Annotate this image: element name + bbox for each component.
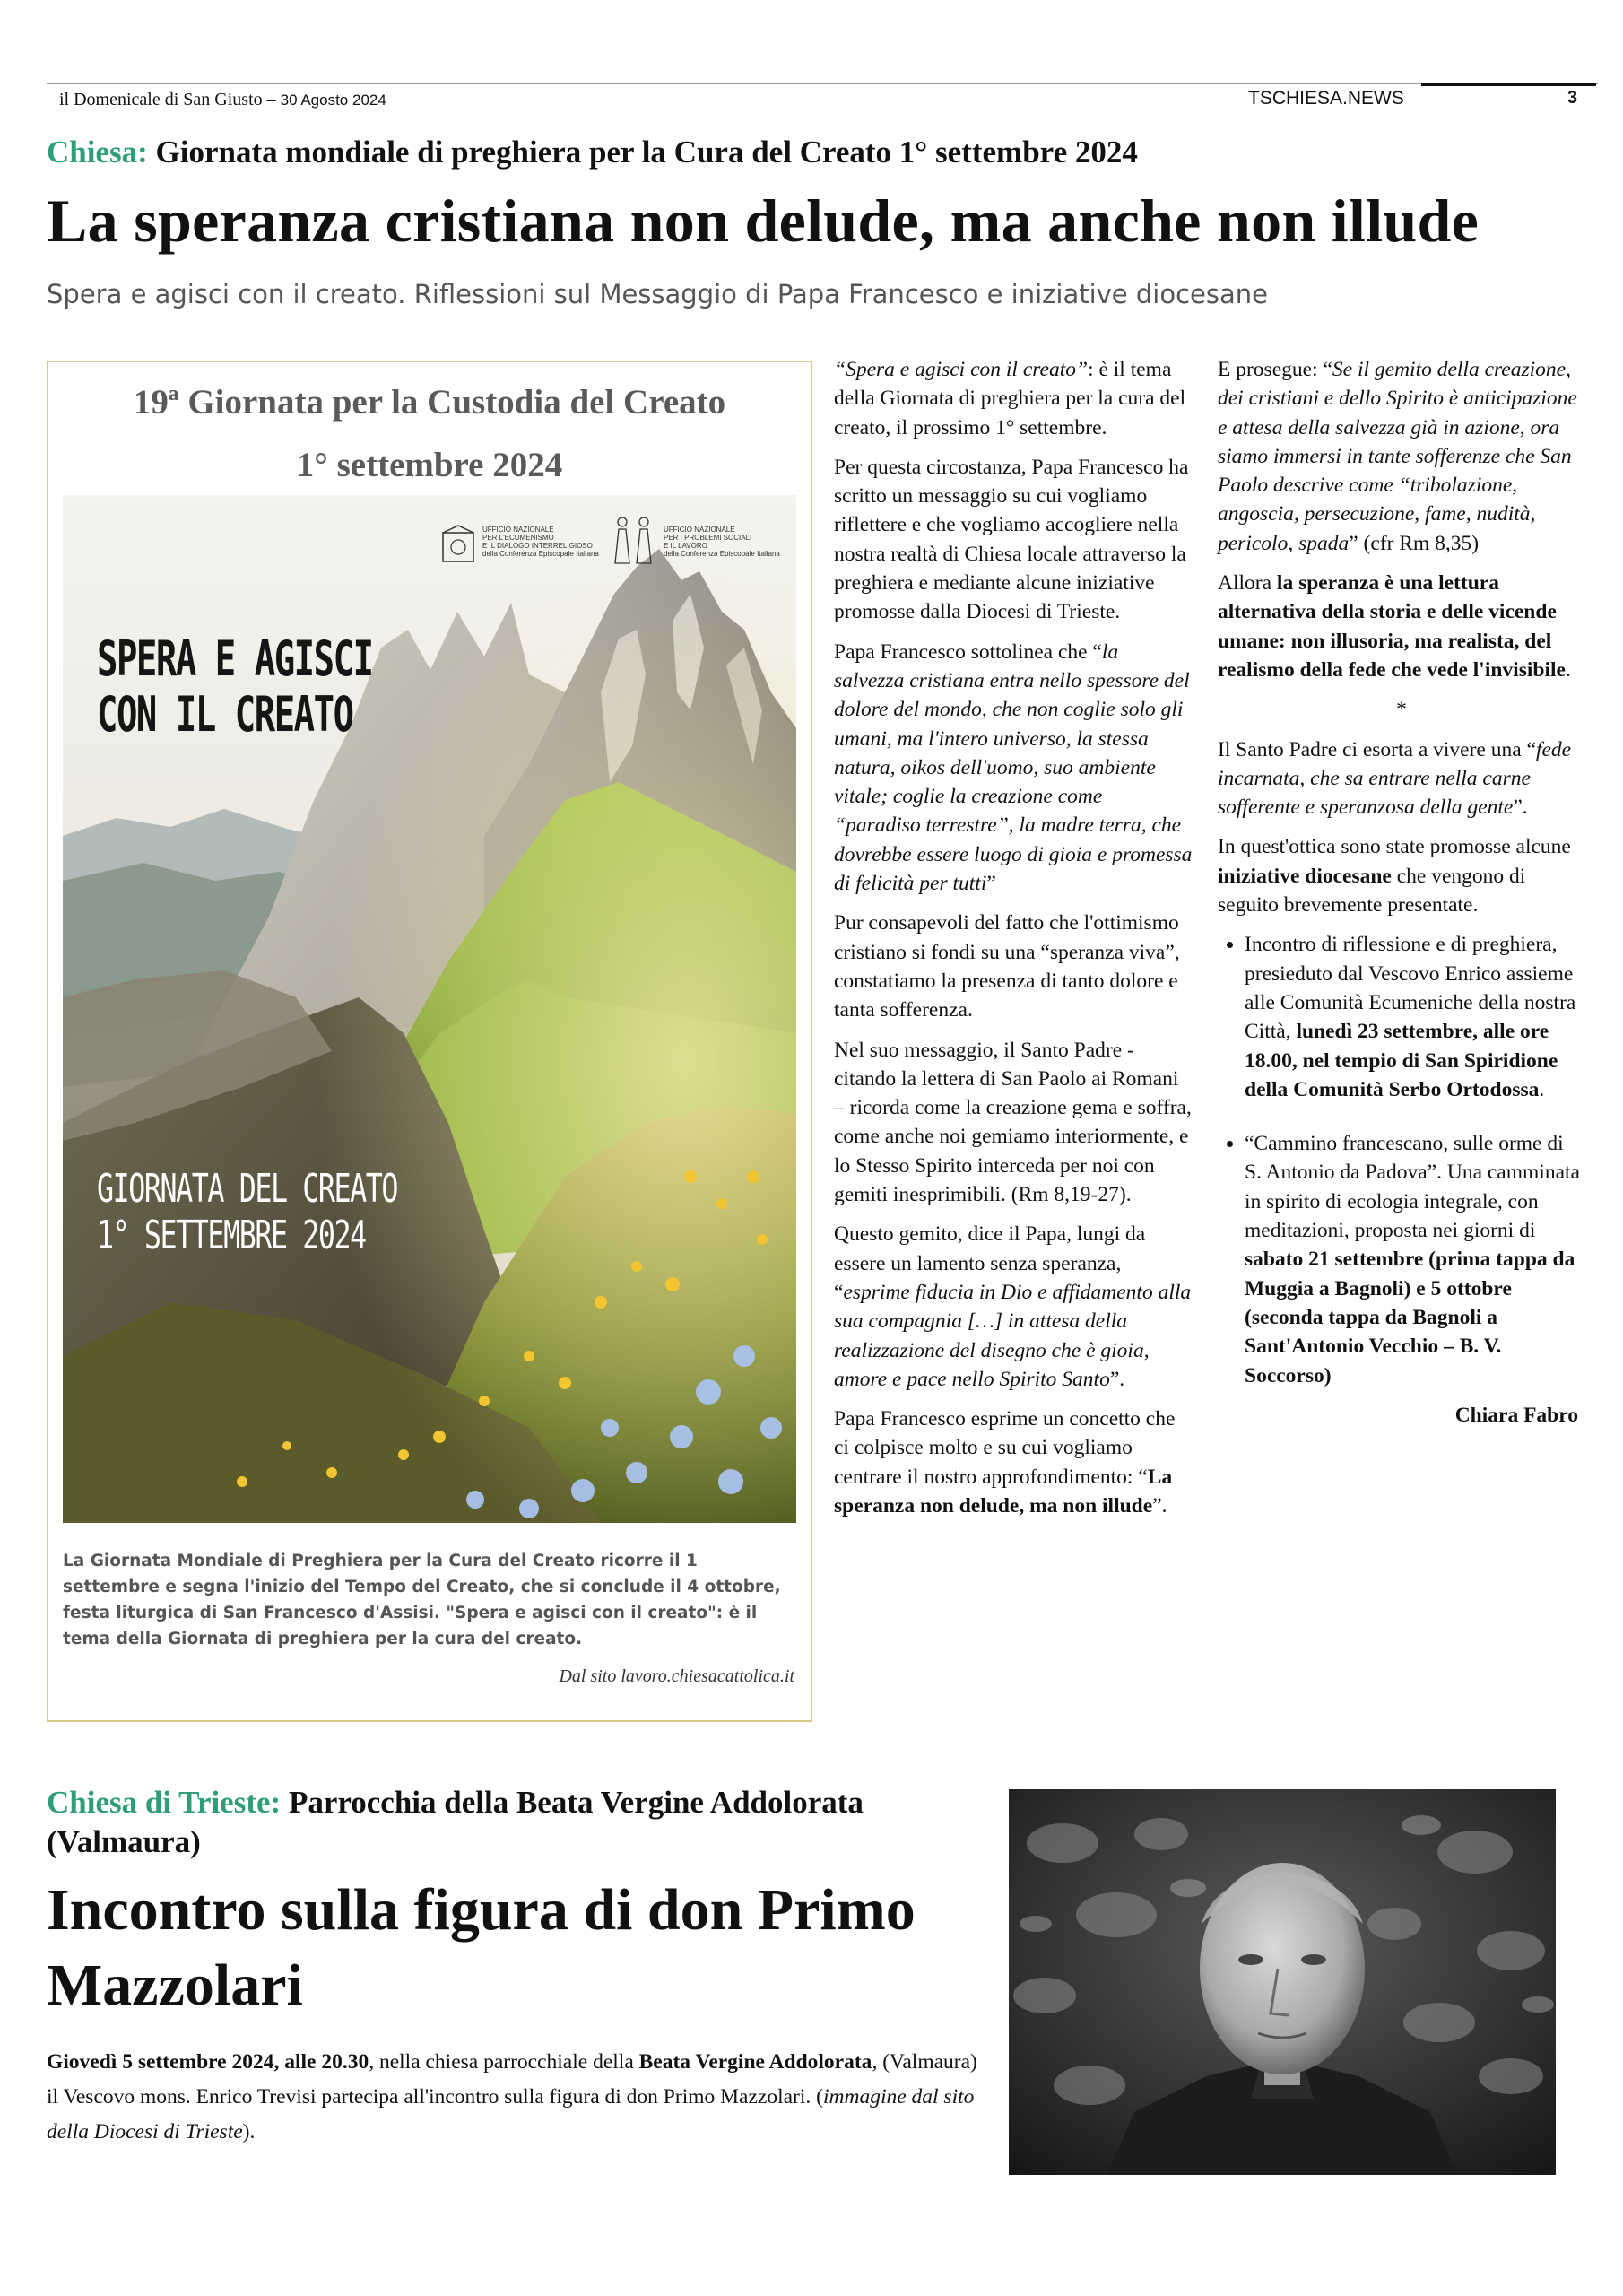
quote: “Spera e agisci con il creato” [834, 358, 1089, 381]
kicker-label: Chiesa: [47, 135, 148, 170]
article1-column-3 [1218, 355, 1585, 1430]
header-rule-accent [1421, 83, 1596, 86]
logo2-line: UFFICIO NAZIONALE [664, 526, 735, 534]
paragraph [834, 355, 1193, 442]
text: Papa Francesco sottolinea che “ [834, 639, 1102, 664]
text: . [1565, 657, 1571, 682]
initiatives-list [1218, 930, 1585, 1389]
text: ”. [1513, 796, 1528, 820]
paragraph [834, 1405, 1193, 1520]
emphasis: la speranza è una lettura alternativa della storia e delle vicende umane: non illusoria, ma realista, del realismo della fede che vede l'invisibile [1218, 571, 1566, 682]
quote: fede incarnata, che sa entrare nella carne sofferente e speranzosa della gente [1218, 737, 1572, 820]
emphasis: sabato 21 settembre (prima tappa da Muggia a Bagnoli) e 5 ottobre (seconda tappa da Bagnoli a Sant'Antonio Vecchio – B. V. Soccorso) [1245, 1248, 1575, 1387]
text: : è il tema della Giornata di preghiera per la cura del creato, il prossimo 1° settembre. [834, 358, 1186, 439]
header-rule [47, 83, 1598, 84]
header-site[interactable]: TSCHIESA.NEWS [1248, 88, 1404, 109]
logo1-line: UFFICIO NAZIONALE [482, 526, 554, 534]
text: Allora [1218, 571, 1277, 596]
text: . [1539, 1077, 1545, 1101]
poster-caption: La Giornata Mondiale di Preghiera per la Cura del Creato ricorre il 1 settembre e segna l'inizio del Tempo del Creato, che si conclude il 4 ottobre, festa liturgica di San Francesco d'Assisi. "Spera e agisci con il creato": è il tema della Giornata di preghiera per la cura del creato. [63, 1552, 781, 1648]
emphasis: lunedì 23 settembre, alle ore 18.00, nel tempio di San Spiridione della Comunità Serbo Ortodossa [1245, 1020, 1558, 1101]
day-line1: GIORNATA DEL CREATO [97, 1166, 398, 1212]
text: ). [242, 2120, 256, 2144]
paragraph: Per questa circostanza, Papa Francesco ha scritto un messaggio su cui vogliamo riflettere e che vogliamo accogliere nella nostra realtà di Chiesa locale attraverso la preghiera e mediante alcune iniziative promosse dalla Diocesi di Trieste. [834, 455, 1189, 624]
article1-kicker [47, 133, 1571, 172]
day-line2: 1° SETTEMBRE 2024 [97, 1213, 366, 1258]
poster-frame [47, 361, 812, 1722]
text: E prosegue: “ [1218, 358, 1332, 381]
article1-subtitle: Spera e agisci con il creato. Riflessioni sul Messaggio di Papa Francesco e iniziative diocesane [47, 279, 1268, 309]
quote: esprime fiducia in Dio e affidamento alla sua compagnia […] in attesa della realizzazione del disegno che è gioia, amore e pace nello Spirito Santo [834, 1280, 1192, 1391]
logo2-line: PER I PROBLEMI SOCIALI [664, 534, 752, 542]
emphasis: iniziative diocesane [1218, 864, 1392, 888]
paragraph [1218, 832, 1585, 919]
text: Questo gemito, dice il Papa, lungi da essere un lamento senza speranza, “ [834, 1222, 1146, 1304]
paragraph [1218, 355, 1585, 558]
text: In quest'ottica sono state promosse alcune [1218, 835, 1571, 859]
poster-slogan [97, 631, 420, 743]
article2-kicker [47, 1783, 979, 1862]
emphasis: Beata Vergine Addolorata [638, 2050, 872, 2074]
logo1-line: E IL DIALOGO INTERRELIGIOSO [482, 542, 593, 550]
logo2-line: E IL LAVORO [664, 542, 707, 550]
emphasis: La speranza non delude, ma non illude [834, 1465, 1173, 1518]
poster-day-label [97, 1166, 458, 1259]
header-publication [59, 90, 386, 110]
text: Incontro di riflessione e di preghiera, presieduto dal Vescovo Enrico assieme alle Comunità Ecumeniche della nostra Città, [1245, 933, 1576, 1044]
logo-ecumenism [439, 520, 601, 574]
slogan-line1: SPERA E AGISCI [97, 631, 373, 687]
poster-source: Dal sito lavoro.chiesacattolica.it [559, 1666, 794, 1686]
article1-column-2 [834, 355, 1193, 1531]
list-item [1245, 930, 1585, 1104]
header-separator: – [262, 90, 281, 109]
text: Il Santo Padre ci esorta a vivere una “ [1218, 737, 1536, 761]
logo2-line: della Conferenza Episcopale Italiana [664, 550, 780, 558]
logo1-line: PER L'ECUMENISMO [482, 534, 554, 542]
quote: la salvezza cristiana entra nello spessore del dolore del mondo, che non coglie solo gli umani, ma l'intero universo, la stessa natura, oikos dell'uomo, suo ambiente vitale; coglie la creazione come “paradiso terrestre”, la madre terra, che dovrebbe essere luogo di gioia e promessa di felicità per tutti [834, 639, 1193, 896]
text: Papa Francesco esprime un concetto che ci colpisce molto e su cui vogliamo centrare il nostro approfondimento: “ [834, 1407, 1176, 1489]
paragraph [1218, 569, 1585, 684]
page-number: 3 [1567, 88, 1578, 108]
paragraph [1218, 735, 1585, 822]
poster-heading-line2: 1° settembre 2024 [296, 446, 563, 484]
publication-name: il Domenicale di San Giusto [59, 90, 263, 109]
article2-title: Incontro sulla figura di don Primo Mazzolari [47, 1877, 916, 2018]
text: ”. [1152, 1493, 1167, 1518]
logo1-line: della Conferenza Episcopale Italiana [482, 550, 599, 558]
emphasis: Giovedì 5 settembre 2024, alle 20.30 [47, 2050, 369, 2074]
author-signature: Chiara Fabro [1454, 1403, 1578, 1427]
portrait-illustration [1009, 1789, 1556, 2175]
poster-image [63, 495, 796, 1523]
article1-title: La speranza cristiana non delude, ma anche non illude [47, 187, 1480, 255]
logo-social-problems [610, 515, 780, 572]
kicker-text: Giornata mondiale di preghiera per la Cura del Creato 1° settembre 2024 [147, 135, 1138, 170]
kicker-label: Chiesa di Trieste: [47, 1785, 282, 1820]
paragraph: Pur consapevoli del fatto che l'ottimismo cristiano si fondi su una “speranza viva”, constatiamo la presenza di tanto dolore e tanta sofferenza. [834, 911, 1180, 1022]
image-credit: immagine dal sito della Diocesi di Trieste [47, 2085, 975, 2144]
poster-heading [48, 371, 811, 497]
kicker-text: Parrocchia della Beata Vergine Addolorata (Valmaura) [47, 1785, 864, 1859]
text: , nella chiesa parrocchiale della [369, 2050, 639, 2074]
paragraph: Nel suo messaggio, il Santo Padre - citando la lettera di San Paolo ai Romani – ricorda come la creazione gema e soffra, come anche noi gemiamo interiormente, e lo Stesso Spirito interceda per noi con gemiti inesprimibili. (Rm 8,19-27). [834, 1038, 1192, 1207]
list-item [1245, 1129, 1585, 1390]
text: che vengono di seguito brevemente presentate. [1218, 864, 1526, 918]
text: ” [986, 872, 996, 896]
saints-logo-icon [610, 515, 656, 567]
ecumenism-logo-icon [439, 524, 477, 565]
article2-body [47, 2045, 988, 2150]
portrait-photo [1009, 1789, 1556, 2175]
publication-date: 30 Agosto 2024 [280, 91, 386, 109]
poster-heading-line1: 19ª Giornata per la Custodia del Creato [133, 383, 726, 422]
paragraph [834, 1220, 1193, 1394]
text: ”. [1109, 1367, 1125, 1391]
section-separator: * [1396, 698, 1407, 722]
slogan-line2: CON IL CREATO [97, 686, 353, 743]
paragraph [834, 638, 1193, 899]
quote: Se il gemito della creazione, dei cristiani e dello Spirito è anticipazione e attesa della salvezza già in azione, ora siamo immersi in tante sofferenze che San Paolo descrive come “tribolazione, angoscia, persecuzione, fame, nudità, pericolo, spada [1218, 358, 1577, 555]
text: “Cammino francescano, sulle orme di S. Antonio da Padova”. Una camminata in spirito di ecologia integrale, con meditazioni, proposta nei giorni di [1245, 1132, 1580, 1243]
text: , (Valmaura) il Vescovo mons. Enrico Trevisi partecipa all'incontro sulla figura di don Primo Mazzolari. ( [47, 2050, 977, 2109]
text: ” (cfr Rm 8,35) [1349, 531, 1480, 555]
